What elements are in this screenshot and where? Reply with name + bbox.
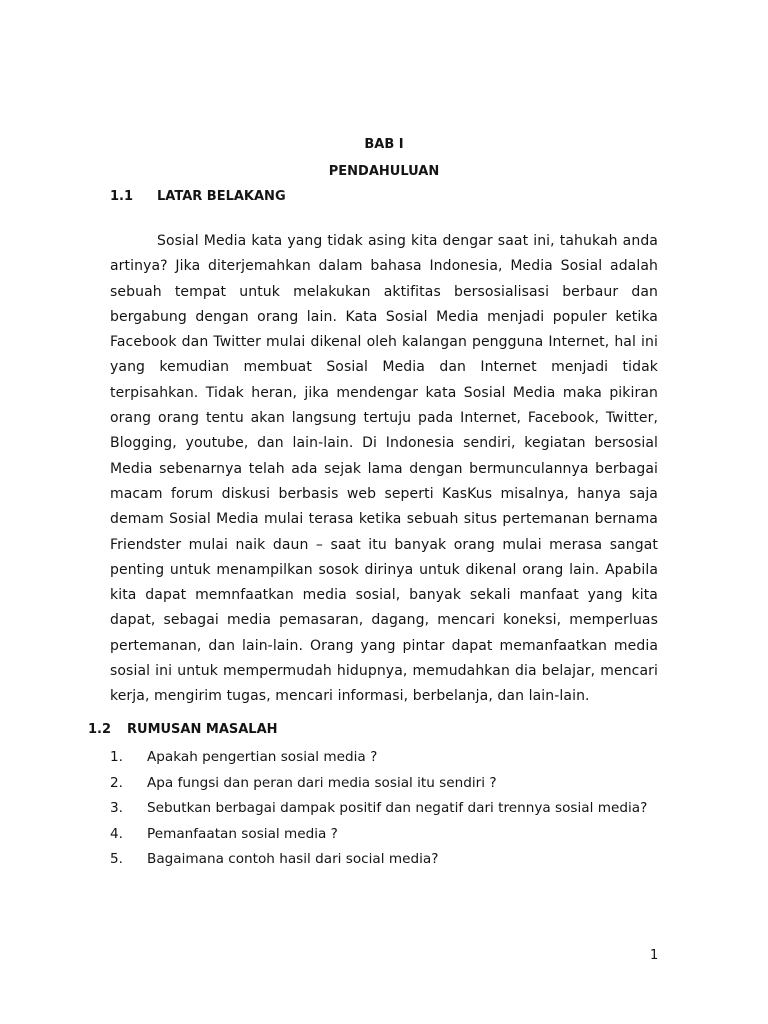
list-item-text: Apakah pengertian sosial media ? xyxy=(147,749,378,765)
list-item-number: 4. xyxy=(110,825,123,842)
section-number: 1.1 xyxy=(110,189,134,204)
section-heading-rumusan-masalah xyxy=(88,722,278,737)
list-item-number: 5. xyxy=(110,851,123,868)
list-item xyxy=(110,745,647,771)
list-item-text: Bagaimana contoh hasil dari social media? xyxy=(147,851,439,868)
section-title: RUMUSAN MASALAH xyxy=(127,722,278,737)
list-item-number: 3. xyxy=(110,800,123,817)
list-item-number: 1. xyxy=(110,749,123,765)
list-item xyxy=(110,796,647,822)
section-title: LATAR BELAKANG xyxy=(157,189,286,204)
page-number: 1 xyxy=(650,948,659,963)
list-item-number: 2. xyxy=(110,774,123,791)
list-item-text: Apa fungsi dan peran dari media sosial itu sendiri ? xyxy=(147,774,497,791)
question-list xyxy=(110,745,647,873)
list-item-text: Sebutkan berbagai dampak positif dan negatif dari trennya sosial media? xyxy=(147,800,648,817)
section-heading-latar-belakang xyxy=(110,189,286,204)
body-paragraph: Sosial Media kata yang tidak asing kita dengar saat ini, tahukah anda artinya? Jika diterjemahkan dalam bahasa Indonesia, Media Sosial adalah sebuah tempat untuk melakukan aktifitas bersosialisasi berbaur dan bergabung dengan orang lain. Kata Sosial Media menjadi populer ketika Facebook dan Twitter mulai dikenal oleh kalangan pengguna Internet, hal ini yang kemudian membuat Sosial Media dan Internet menjadi tidak terpisahkan. Tidak heran, jika mendengar kata Sosial Media maka pikiran orang orang tentu akan langsung tertuju pada Internet, Facebook, Twitter, Blogging, youtube, dan lain-lain. Di Indonesia sendiri, kegiatan bersosial Media sebenarnya telah ada sejak lama dengan bermunculannya berbagai macam forum diskusi berbasis web seperti KasKus misalnya, hanya saja demam Sosial Media mulai terasa ketika sebuah situs pertemanan bernama Friendster mulai naik daun – saat itu banyak orang mulai merasa sangat penting untuk menampilkan sosok dirinya untuk dikenal orang lain. Apabila kita dapat memnfaatkan media sosial, banyak sekali manfaat yang kita dapat, sebagai media pemasaran, dagang, mencari koneksi, memperluas pertemanan, dan lain-lain. Orang yang pintar dapat memanfaatkan media sosial ini untuk mempermudah hidupnya, memudahkan dia belajar, mencari kerja, mengirim tugas, mencari informasi, berbelanja, dan lain-lain. xyxy=(110,233,658,705)
list-item-text: Pemanfaatan sosial media ? xyxy=(147,825,338,842)
list-item xyxy=(110,771,647,797)
chapter-title: PENDAHULUAN xyxy=(328,164,440,179)
list-item xyxy=(110,822,647,848)
list-item xyxy=(110,847,647,873)
section-number: 1.2 xyxy=(88,722,112,737)
chapter-label: BAB I xyxy=(364,137,404,152)
